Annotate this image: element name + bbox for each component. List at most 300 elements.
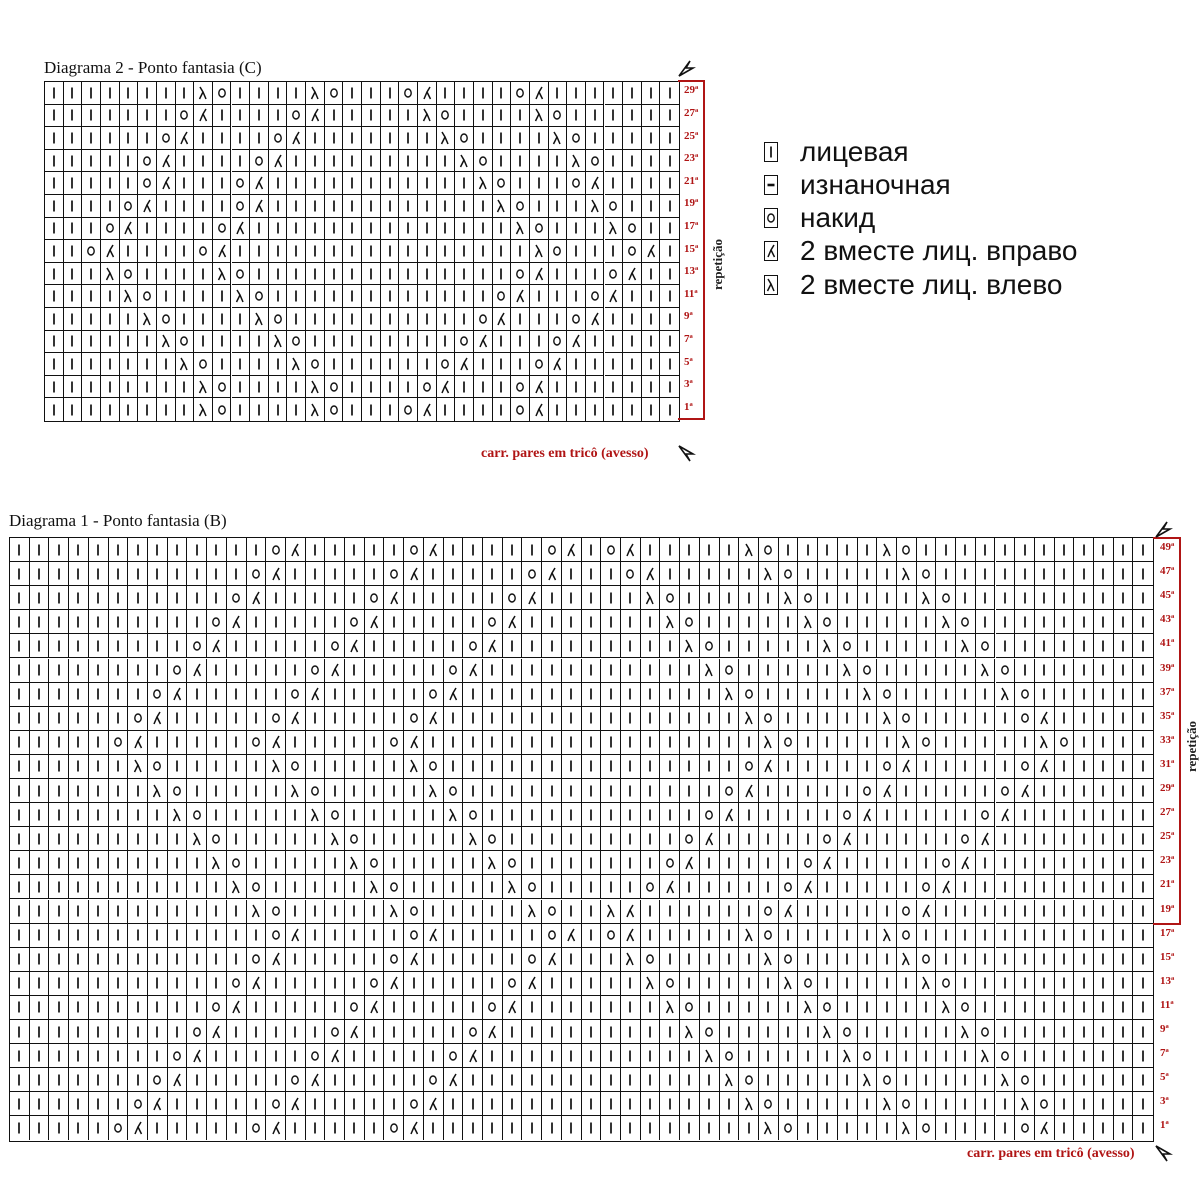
stitch-k2tog: [586, 308, 605, 331]
stitch-knit: [1074, 707, 1094, 731]
stitch-knit: [138, 218, 157, 241]
stitch-knit: [586, 353, 605, 376]
stitch-ssk: [976, 1044, 996, 1068]
stitch-knit: [582, 996, 602, 1020]
stitch-yo: [266, 707, 286, 731]
stitch-knit: [157, 240, 176, 263]
stitch-knit: [287, 82, 306, 105]
stitch-k2tog: [213, 240, 232, 263]
stitch-yo: [936, 586, 956, 610]
stitch-knit: [381, 82, 400, 105]
row-number: 17ª: [1160, 926, 1175, 939]
stitch-knit: [30, 996, 50, 1020]
stitch-knit: [325, 731, 345, 755]
stitch-knit: [838, 1116, 858, 1140]
stitch-knit: [381, 331, 400, 354]
stitch-knit: [720, 1116, 740, 1140]
stitch-knit: [89, 1092, 109, 1116]
stitch-knit: [287, 263, 306, 286]
stitch-knit: [1114, 1092, 1134, 1116]
chart-row: [10, 900, 1153, 924]
stitch-knit: [437, 308, 456, 331]
stitch-knit: [680, 586, 700, 610]
stitch-knit: [266, 634, 286, 658]
stitch-ssk: [660, 996, 680, 1020]
stitch-knit: [266, 996, 286, 1020]
stitch-knit: [996, 948, 1016, 972]
stitch-knit: [586, 105, 605, 128]
stitch-knit: [343, 150, 362, 173]
stitch-knit: [1015, 875, 1035, 899]
stitch-knit: [582, 707, 602, 731]
stitch-knit: [269, 82, 288, 105]
stitch-knit: [936, 731, 956, 755]
stitch-knit: [567, 353, 586, 376]
row-number: 7ª: [684, 332, 693, 345]
stitch-knit: [542, 827, 562, 851]
stitch-knit: [437, 331, 456, 354]
stitch-knit: [798, 1020, 818, 1044]
stitch-yo: [345, 610, 365, 634]
stitch-knit: [877, 562, 897, 586]
stitch-knit: [148, 851, 168, 875]
stitch-knit: [877, 731, 897, 755]
stitch-knit: [138, 127, 157, 150]
stitch-knit: [956, 755, 976, 779]
stitch-knit: [996, 707, 1016, 731]
stitch-knit: [936, 1068, 956, 1092]
row-number: 19ª: [684, 197, 699, 210]
stitch-knit: [1074, 827, 1094, 851]
chart-row: [45, 82, 679, 105]
stitch-knit: [10, 1044, 30, 1068]
stitch-knit: [444, 924, 464, 948]
stitch-knit: [266, 803, 286, 827]
stitch-knit: [424, 634, 444, 658]
stitch-knit: [306, 150, 325, 173]
stitch-knit: [582, 731, 602, 755]
stitch-knit: [1074, 875, 1094, 899]
stitch-knit: [455, 263, 474, 286]
stitch-knit: [549, 218, 568, 241]
stitch-ssk: [739, 1092, 759, 1116]
stitch-knit: [176, 308, 195, 331]
stitch-ssk: [463, 827, 483, 851]
stitch-knit: [247, 610, 267, 634]
stitch-yo: [838, 803, 858, 827]
stitch-knit: [30, 755, 50, 779]
stitch-knit: [720, 634, 740, 658]
stitch-knit: [69, 972, 89, 996]
stitch-knit: [345, 1068, 365, 1092]
stitch-knit: [269, 218, 288, 241]
stitch-knit: [345, 779, 365, 803]
stitch-knit: [109, 779, 129, 803]
stitch-knit: [176, 218, 195, 241]
stitch-knit: [365, 755, 385, 779]
stitch-knit: [1015, 634, 1035, 658]
stitch-yo: [213, 82, 232, 105]
stitch-knit: [128, 972, 148, 996]
stitch-knit: [1055, 1068, 1075, 1092]
stitch-knit: [1114, 1020, 1134, 1044]
stitch-knit: [69, 634, 89, 658]
stitch-ssk: [232, 285, 251, 308]
stitch-knit: [1055, 755, 1075, 779]
stitch-knit: [176, 195, 195, 218]
stitch-knit: [779, 779, 799, 803]
stitch-knit: [917, 634, 937, 658]
stitch-knit: [936, 755, 956, 779]
stitch-knit: [483, 1116, 503, 1140]
stitch-knit: [227, 634, 247, 658]
stitch-knit: [194, 263, 213, 286]
stitch-k2tog: [168, 1068, 188, 1092]
stitch-knit: [530, 285, 549, 308]
stitch-knit: [542, 1116, 562, 1140]
stitch-knit: [213, 308, 232, 331]
stitch-knit: [1133, 1068, 1153, 1092]
stitch-knit: [120, 150, 139, 173]
stitch-k2tog: [936, 875, 956, 899]
stitch-knit: [601, 851, 621, 875]
stitch-knit: [286, 851, 306, 875]
stitch-k2tog: [187, 1044, 207, 1068]
stitch-knit: [897, 875, 917, 899]
stitch-knit: [567, 398, 586, 421]
stitch-knit: [917, 996, 937, 1020]
stitch-knit: [917, 1044, 937, 1068]
stitch-knit: [399, 218, 418, 241]
stitch-knit: [455, 218, 474, 241]
stitch-knit: [69, 875, 89, 899]
stitch-knit: [503, 562, 523, 586]
stitch-knit: [996, 900, 1016, 924]
stitch-knit: [680, 924, 700, 948]
stitch-knit: [381, 218, 400, 241]
stitch-knit: [623, 376, 642, 399]
stitch-knit: [897, 659, 917, 683]
stitch-knit: [1133, 1044, 1153, 1068]
stitch-knit: [30, 707, 50, 731]
stitch-knit: [605, 150, 624, 173]
stitch-knit: [1035, 1068, 1055, 1092]
stitch-knit: [562, 610, 582, 634]
stitch-knit: [838, 1068, 858, 1092]
stitch-knit: [64, 398, 83, 421]
stitch-knit: [660, 948, 680, 972]
stitch-knit: [582, 948, 602, 972]
stitch-knit: [463, 610, 483, 634]
stitch-knit: [936, 659, 956, 683]
row-number: 7ª: [1160, 1047, 1169, 1060]
stitch-ssk: [138, 308, 157, 331]
stitch-knit: [49, 1020, 69, 1044]
stitch-knit: [503, 634, 523, 658]
stitch-knit: [247, 707, 267, 731]
stitch-yo: [530, 353, 549, 376]
stitch-knit: [582, 1044, 602, 1068]
row-number: 9ª: [684, 310, 693, 323]
stitch-yo: [365, 851, 385, 875]
stitch-knit: [227, 900, 247, 924]
stitch-k2tog: [530, 263, 549, 286]
stitch-knit: [266, 659, 286, 683]
stitch-knit: [207, 731, 227, 755]
stitch-knit: [343, 353, 362, 376]
stitch-knit: [976, 683, 996, 707]
stitch-knit: [176, 285, 195, 308]
stitch-knit: [109, 972, 129, 996]
stitch-knit: [345, 924, 365, 948]
stitch-knit: [1035, 827, 1055, 851]
stitch-knit: [418, 150, 437, 173]
stitch-k2tog: [157, 172, 176, 195]
stitch-ssk: [858, 683, 878, 707]
stitch-yo: [384, 948, 404, 972]
stitch-knit: [157, 195, 176, 218]
stitch-knit: [858, 562, 878, 586]
stitch-knit: [582, 562, 602, 586]
stitch-knit: [641, 538, 661, 562]
stitch-knit: [660, 308, 679, 331]
stitch-knit: [582, 924, 602, 948]
row-number: 11ª: [684, 287, 698, 300]
stitch-yo: [511, 82, 530, 105]
chart-row: [45, 398, 679, 421]
stitch-knit: [187, 562, 207, 586]
stitch-yo: [207, 827, 227, 851]
stitch-knit: [345, 1116, 365, 1140]
stitch-knit: [10, 996, 30, 1020]
stitch-knit: [128, 562, 148, 586]
stitch-knit: [483, 586, 503, 610]
stitch-knit: [582, 683, 602, 707]
stitch-ssk: [384, 900, 404, 924]
stitch-knit: [463, 900, 483, 924]
stitch-k2tog: [511, 285, 530, 308]
stitch-knit: [399, 127, 418, 150]
stitch-knit: [623, 285, 642, 308]
stitch-knit: [325, 875, 345, 899]
stitch-k2tog: [621, 538, 641, 562]
stitch-ssk: [213, 263, 232, 286]
stitch-knit: [838, 900, 858, 924]
stitch-knit: [343, 172, 362, 195]
stitch-knit: [996, 562, 1016, 586]
stitch-knit: [858, 1116, 878, 1140]
stitch-yo: [157, 308, 176, 331]
stitch-knit: [168, 1092, 188, 1116]
stitch-knit: [187, 1068, 207, 1092]
stitch-knit: [269, 285, 288, 308]
stitch-yo: [399, 82, 418, 105]
stitch-knit: [128, 538, 148, 562]
stitch-knit: [956, 707, 976, 731]
stitch-knit: [325, 105, 344, 128]
stitch-knit: [1035, 972, 1055, 996]
stitch-yo: [345, 827, 365, 851]
stitch-knit: [120, 127, 139, 150]
stitch-knit: [64, 105, 83, 128]
stitch-knit: [1133, 731, 1153, 755]
stitch-knit: [1035, 610, 1055, 634]
stitch-knit: [365, 683, 385, 707]
stitch-k2tog: [1035, 707, 1055, 731]
stitch-knit: [89, 948, 109, 972]
stitch-knit: [936, 634, 956, 658]
stitch-knit: [660, 1020, 680, 1044]
stitch-yo: [917, 1116, 937, 1140]
stitch-knit: [1074, 755, 1094, 779]
stitch-knit: [522, 803, 542, 827]
stitch-yo: [976, 803, 996, 827]
stitch-knit: [601, 731, 621, 755]
stitch-knit: [138, 353, 157, 376]
stitch-knit: [1094, 779, 1114, 803]
stitch-knit: [128, 900, 148, 924]
stitch-knit: [503, 1116, 523, 1140]
stitch-ssk: [759, 948, 779, 972]
stitch-knit: [917, 779, 937, 803]
stitch-yo: [455, 127, 474, 150]
stitch-yo: [1015, 683, 1035, 707]
stitch-ssk: [493, 195, 512, 218]
legend-label: накид: [800, 202, 876, 234]
stitch-knit: [1074, 803, 1094, 827]
stitch-knit: [287, 150, 306, 173]
arrow-bottom-icon: [676, 443, 696, 463]
stitch-yo: [187, 634, 207, 658]
stitch-knit: [10, 659, 30, 683]
stitch-ssk: [700, 659, 720, 683]
stitch-knit: [582, 659, 602, 683]
stitch-knit: [437, 263, 456, 286]
stitch-knit: [49, 827, 69, 851]
stitch-knit: [45, 398, 64, 421]
stitch-knit: [680, 1044, 700, 1068]
stitch-knit: [404, 659, 424, 683]
chart-row: [45, 376, 679, 399]
stitch-yo: [365, 586, 385, 610]
stitch-knit: [49, 1068, 69, 1092]
stitch-knit: [45, 82, 64, 105]
stitch-knit: [549, 263, 568, 286]
stitch-yo: [404, 707, 424, 731]
stitch-knit: [120, 308, 139, 331]
stitch-knit: [82, 398, 101, 421]
stitch-knit: [605, 353, 624, 376]
stitch-knit: [511, 127, 530, 150]
stitch-knit: [680, 683, 700, 707]
stitch-knit: [858, 1020, 878, 1044]
stitch-knit: [522, 996, 542, 1020]
legend-label: лицевая: [800, 135, 909, 167]
stitch-knit: [120, 240, 139, 263]
stitch-knit: [101, 398, 120, 421]
stitch-knit: [601, 755, 621, 779]
stitch-yo: [463, 634, 483, 658]
stitch-knit: [779, 1044, 799, 1068]
stitch-knit: [49, 924, 69, 948]
stitch-knit: [720, 755, 740, 779]
stitch-yo: [365, 972, 385, 996]
stitch-knit: [148, 875, 168, 899]
stitch-yo: [247, 875, 267, 899]
stitch-knit: [325, 972, 345, 996]
stitch-knit: [343, 376, 362, 399]
stitch-knit: [345, 875, 365, 899]
stitch-k2tog: [474, 331, 493, 354]
stitch-knit: [601, 1020, 621, 1044]
stitch-knit: [362, 308, 381, 331]
stitch-knit: [897, 683, 917, 707]
stitch-knit: [493, 376, 512, 399]
stitch-knit: [168, 996, 188, 1020]
stitch-knit: [89, 875, 109, 899]
row-number: 29ª: [684, 84, 699, 97]
stitch-knit: [404, 683, 424, 707]
stitch-ssk: [877, 707, 897, 731]
stitch-knit: [739, 562, 759, 586]
stitch-yo: [437, 353, 456, 376]
stitch-knit: [700, 900, 720, 924]
stitch-knit: [798, 755, 818, 779]
stitch-ssk: [522, 900, 542, 924]
chart-row: [10, 538, 1153, 562]
stitch-yo: [511, 398, 530, 421]
stitch-yo: [897, 1092, 917, 1116]
stitch-yo: [700, 634, 720, 658]
stitch-knit: [365, 1068, 385, 1092]
stitch-knit: [69, 1068, 89, 1092]
stitch-knit: [138, 240, 157, 263]
stitch-knit: [562, 1044, 582, 1068]
stitch-yo: [503, 586, 523, 610]
stitch-yo: [227, 972, 247, 996]
stitch-knit: [128, 827, 148, 851]
stitch-knit: [69, 900, 89, 924]
stitch-knit: [227, 538, 247, 562]
stitch-knit: [641, 634, 661, 658]
legend-item-knit: [764, 136, 1077, 167]
stitch-yo: [838, 1020, 858, 1044]
stitch-knit: [424, 900, 444, 924]
stitch-knit: [976, 1116, 996, 1140]
stitch-knit: [621, 610, 641, 634]
stitch-knit: [64, 331, 83, 354]
stitch-knit: [194, 150, 213, 173]
stitch-knit: [168, 610, 188, 634]
stitch-knit: [101, 195, 120, 218]
stitch-knit: [542, 851, 562, 875]
row-number: 37ª: [1160, 685, 1175, 698]
stitch-knit: [10, 972, 30, 996]
stitch-knit: [818, 1068, 838, 1092]
stitch-knit: [89, 1116, 109, 1140]
stitch-knit: [30, 683, 50, 707]
stitch-knit: [483, 875, 503, 899]
row-number: 21ª: [1160, 878, 1175, 891]
stitch-knit: [247, 1092, 267, 1116]
stitch-knit: [956, 900, 976, 924]
stitch-knit: [1055, 875, 1075, 899]
stitch-yo: [917, 875, 937, 899]
stitch-knit: [138, 82, 157, 105]
stitch-yo: [168, 1044, 188, 1068]
stitch-knit: [418, 331, 437, 354]
stitch-knit: [82, 195, 101, 218]
